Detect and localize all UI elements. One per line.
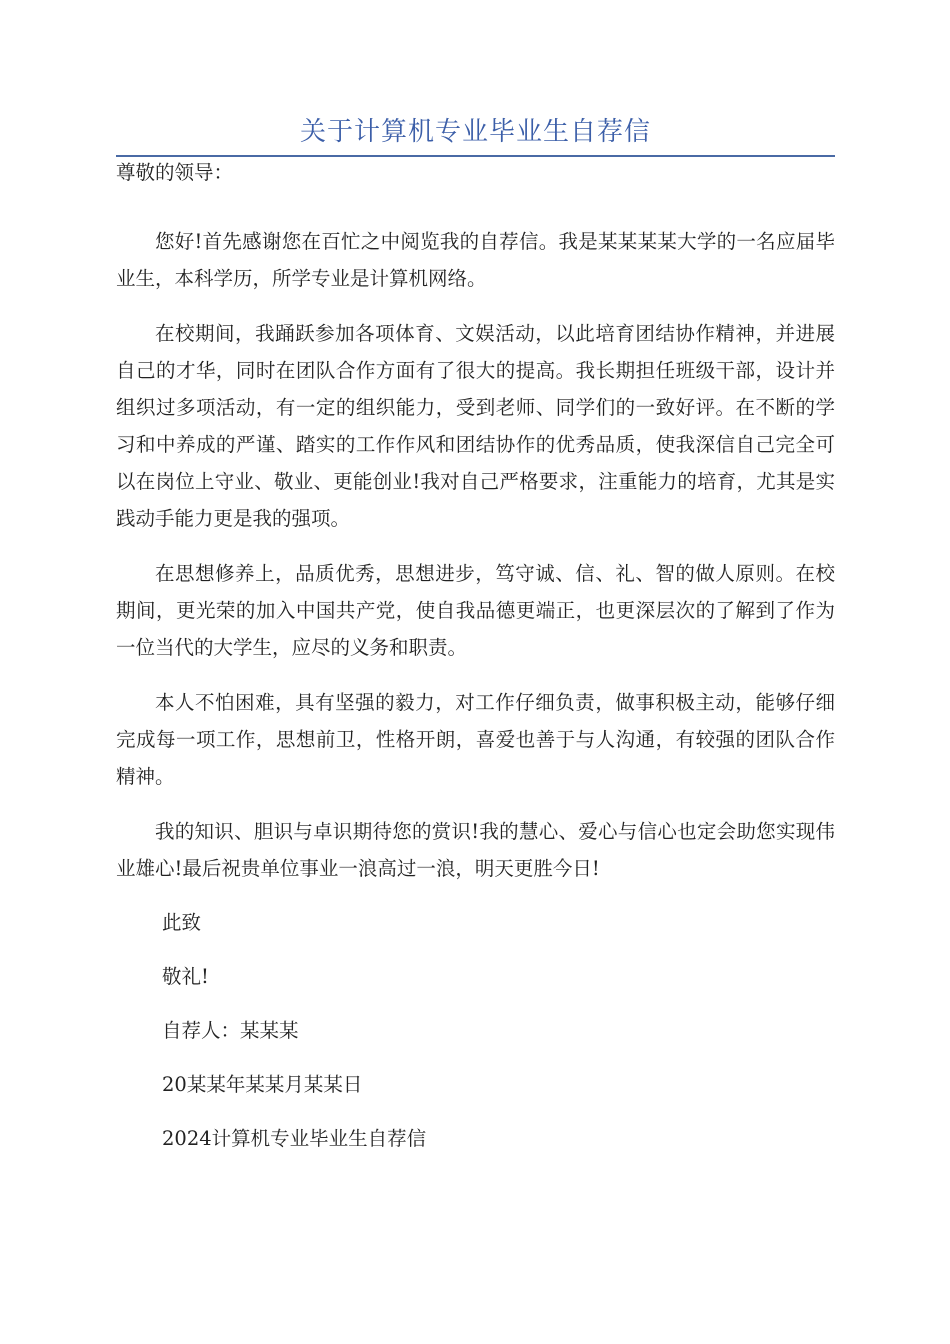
closing-salute: 敬礼!: [162, 965, 209, 988]
paragraph-intro: 您好!首先感谢您在百忙之中阅览我的自荐信。我是某某某某大学的一名应届毕业生，本科学历，所学专业是计算机网络。: [116, 230, 835, 290]
paragraph-character: 在思想修养上，品质优秀，思想进步，笃守诚、信、礼、智的做人原则。在校期间，更光荣的加入中国共产党，使自我品德更端正，也更深层次的了解到了作为一位当代的大学生，应尽的义务和职责。: [116, 562, 835, 659]
document-title: 关于计算机专业毕业生自荐信: [299, 117, 651, 147]
salutation: 尊敬的领导：: [116, 161, 234, 184]
closing-greeting: 此致: [162, 911, 202, 934]
letter-body: [116, 150, 835, 1157]
signature: 自荐人：某某某: [162, 1019, 299, 1042]
paragraph-closing-wish: 我的知识、胆识与卓识期待您的赏识!我的慧心、爱心与信心也定会助您实现伟业雄心!最后祝贵单位事业一浪高过一浪，明天更胜今日!: [116, 820, 835, 880]
paragraph-school-activities: 在校期间，我踊跃参加各项体育、文娱活动，以此培育团结协作精神，并进展自己的才华，同时在团队合作方面有了很大的提高。我长期担任班级干部，设计并组织过多项活动，有一定的组织能力，受到老师、同学们的一致好评。在不断的学习和中养成的严谨、踏实的工作作风和团结协作的优秀品质，使我深信自己完全可以在岗位上守业、敬业、更能创业!我对自己严格要求，注重能力的培育，尤其是实践动手能力更是我的强项。: [116, 322, 835, 530]
date: 20某某年某某月某某日: [162, 1073, 363, 1096]
paragraph-personality: 本人不怕困难，具有坚强的毅力，对工作仔细负责，做事积极主动，能够仔细完成每一项工作，思想前卫，性格开朗，喜爱也善于与人沟通，有较强的团队合作精神。: [116, 691, 835, 788]
footer-line: 2024计算机专业毕业生自荐信: [162, 1127, 427, 1150]
